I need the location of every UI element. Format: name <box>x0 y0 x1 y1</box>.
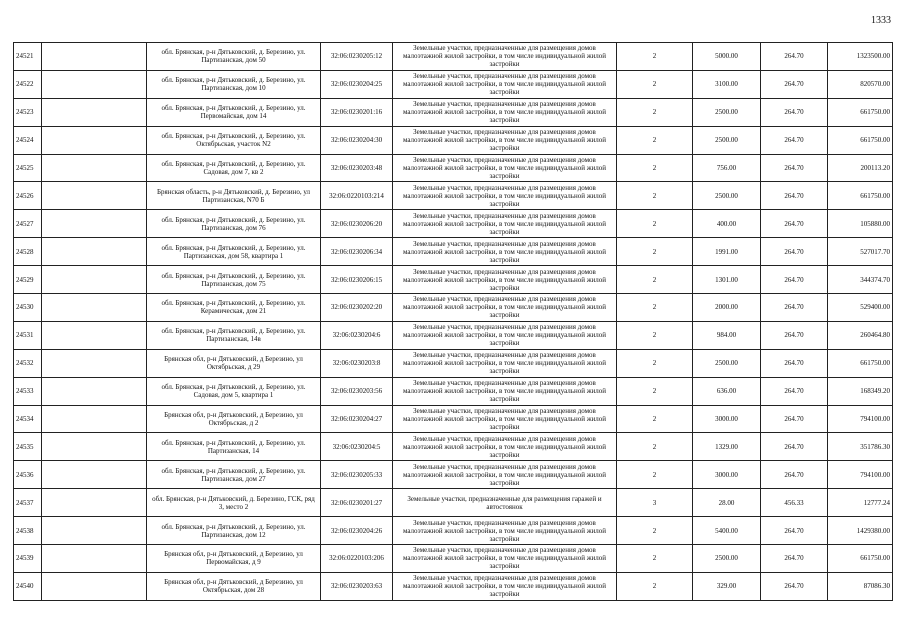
table-row <box>14 572 893 600</box>
row-number-cell: 24540 <box>14 572 42 600</box>
address-cell: Брянская обл, р-н Дятьковский, д Березино, ул Октябрьская, д 2 <box>147 405 321 433</box>
permitted-use-cell: Земельные участки, предназначенные для размещения домов малоэтажной жилой застройки, в том числе индивидуальной жилой застройки <box>393 182 617 210</box>
empty-cell <box>42 43 147 71</box>
empty-cell <box>42 377 147 405</box>
category-cell: 2 <box>617 461 693 489</box>
cadastral-value-cell: 820570.00 <box>828 70 893 98</box>
cadastral-value-cell: 168349.20 <box>828 377 893 405</box>
category-cell: 2 <box>617 43 693 71</box>
area-cell: 28.00 <box>693 489 761 517</box>
address-cell: обл. Брянская, р-н Дятьковский, д. Березино, ул. Партизанская, дом 27 <box>147 461 321 489</box>
cadastral-value-cell: 87086.30 <box>828 572 893 600</box>
table-row <box>14 517 893 545</box>
area-cell: 1329.00 <box>693 433 761 461</box>
area-cell: 2500.00 <box>693 349 761 377</box>
category-cell: 2 <box>617 321 693 349</box>
rate-cell: 264.70 <box>761 572 828 600</box>
row-number-cell: 24531 <box>14 321 42 349</box>
table-row <box>14 377 893 405</box>
category-cell: 3 <box>617 489 693 517</box>
permitted-use-cell: Земельные участки, предназначенные для размещения домов малоэтажной жилой застройки, в том числе индивидуальной жилой застройки <box>393 349 617 377</box>
category-cell: 2 <box>617 377 693 405</box>
area-cell: 756.00 <box>693 154 761 182</box>
table-row <box>14 545 893 573</box>
table-row <box>14 182 893 210</box>
rate-cell: 264.70 <box>761 517 828 545</box>
permitted-use-cell: Земельные участки, предназначенные для размещения домов малоэтажной жилой застройки, в том числе индивидуальной жилой застройки <box>393 266 617 294</box>
cadastral-number-cell: 32:06:0230205:12 <box>321 43 393 71</box>
permitted-use-cell: Земельные участки, предназначенные для размещения домов малоэтажной жилой застройки, в том числе индивидуальной жилой застройки <box>393 238 617 266</box>
empty-cell <box>42 210 147 238</box>
category-cell: 2 <box>617 517 693 545</box>
address-cell: обл. Брянская, р-н Дятьковский, д. Березино, ул. Партизанская, дом 10 <box>147 70 321 98</box>
address-cell: обл. Брянская, р-н Дятьковский, д. Березино, ул. Партизанская, дом 76 <box>147 210 321 238</box>
area-cell: 2500.00 <box>693 98 761 126</box>
cadastral-value-cell: 661750.00 <box>828 182 893 210</box>
cadastral-value-cell: 661750.00 <box>828 545 893 573</box>
table-row <box>14 349 893 377</box>
cadastral-number-cell: 32:06:0220103:214 <box>321 182 393 210</box>
row-number-cell: 24538 <box>14 517 42 545</box>
area-cell: 1301.00 <box>693 266 761 294</box>
rate-cell: 264.70 <box>761 349 828 377</box>
permitted-use-cell: Земельные участки, предназначенные для размещения домов малоэтажной жилой застройки, в том числе индивидуальной жилой застройки <box>393 98 617 126</box>
rate-cell: 264.70 <box>761 182 828 210</box>
cadastral-number-cell: 32:06:0230201:27 <box>321 489 393 517</box>
cadastral-number-cell: 32:06:0230204:27 <box>321 405 393 433</box>
permitted-use-cell: Земельные участки, предназначенные для размещения домов малоэтажной жилой застройки, в том числе индивидуальной жилой застройки <box>393 321 617 349</box>
area-cell: 2000.00 <box>693 294 761 322</box>
row-number-cell: 24527 <box>14 210 42 238</box>
cadastral-value-cell: 105880.00 <box>828 210 893 238</box>
area-cell: 2500.00 <box>693 126 761 154</box>
permitted-use-cell: Земельные участки, предназначенные для размещения домов малоэтажной жилой застройки, в том числе индивидуальной жилой застройки <box>393 210 617 238</box>
address-cell: обл. Брянская, р-н Дятьковский, д. Березино, ул. Садовая, дом 7, кв 2 <box>147 154 321 182</box>
category-cell: 2 <box>617 98 693 126</box>
row-number-cell: 24521 <box>14 43 42 71</box>
empty-cell <box>42 238 147 266</box>
cadastral-number-cell: 32:06:0230203:56 <box>321 377 393 405</box>
area-cell: 636.00 <box>693 377 761 405</box>
rate-cell: 264.70 <box>761 238 828 266</box>
permitted-use-cell: Земельные участки, предназначенные для размещения домов малоэтажной жилой застройки, в том числе индивидуальной жилой застройки <box>393 405 617 433</box>
empty-cell <box>42 126 147 154</box>
cadastral-value-cell: 344374.70 <box>828 266 893 294</box>
category-cell: 2 <box>617 572 693 600</box>
row-number-cell: 24528 <box>14 238 42 266</box>
permitted-use-cell: Земельные участки, предназначенные для размещения гаражей и автостоянок <box>393 489 617 517</box>
table-row <box>14 266 893 294</box>
address-cell: Брянская область, р-н Дятьковский, д. Березино, ул Партизанская, N70 Б <box>147 182 321 210</box>
table-row <box>14 238 893 266</box>
empty-cell <box>42 545 147 573</box>
address-cell: обл. Брянская, р-н Дятьковский, д. Березино, ул. Первомайская, дом 14 <box>147 98 321 126</box>
cadastral-value-cell: 661750.00 <box>828 98 893 126</box>
cadastral-value-cell: 794100.00 <box>828 461 893 489</box>
cadastral-value-cell: 529400.00 <box>828 294 893 322</box>
table-row <box>14 294 893 322</box>
permitted-use-cell: Земельные участки, предназначенные для размещения домов малоэтажной жилой застройки, в том числе индивидуальной жилой застройки <box>393 154 617 182</box>
address-cell: обл. Брянская, р-н Дятьковский, д. Березино, ул. Партизанская, 14в <box>147 321 321 349</box>
cadastral-number-cell: 32:06:0220103:206 <box>321 545 393 573</box>
empty-cell <box>42 517 147 545</box>
table-row <box>14 405 893 433</box>
table-row <box>14 98 893 126</box>
empty-cell <box>42 98 147 126</box>
cadastral-value-cell: 527017.70 <box>828 238 893 266</box>
table-row <box>14 154 893 182</box>
row-number-cell: 24539 <box>14 545 42 573</box>
address-cell: обл. Брянская, р-н Дятьковский, д. Березино, ул. Партизанская, дом 50 <box>147 43 321 71</box>
category-cell: 2 <box>617 349 693 377</box>
row-number-cell: 24523 <box>14 98 42 126</box>
cadastral-number-cell: 32:06:0230204:25 <box>321 70 393 98</box>
category-cell: 2 <box>617 126 693 154</box>
address-cell: Брянская обл, р-н Дятьковский, д Березино, ул Первомайская, д 9 <box>147 545 321 573</box>
address-cell: Брянская обл, р-н Дятьковский, д Березино, ул Октябрьская, дом 28 <box>147 572 321 600</box>
empty-cell <box>42 489 147 517</box>
category-cell: 2 <box>617 70 693 98</box>
rate-cell: 264.70 <box>761 461 828 489</box>
rate-cell: 264.70 <box>761 154 828 182</box>
cadastral-number-cell: 32:06:0230205:33 <box>321 461 393 489</box>
category-cell: 2 <box>617 294 693 322</box>
cadastral-value-cell: 351786.30 <box>828 433 893 461</box>
row-number-cell: 24529 <box>14 266 42 294</box>
area-cell: 5400.00 <box>693 517 761 545</box>
cadastral-value-cell: 260464.80 <box>828 321 893 349</box>
category-cell: 2 <box>617 182 693 210</box>
table-row <box>14 433 893 461</box>
cadastral-value-cell: 200113.20 <box>828 154 893 182</box>
category-cell: 2 <box>617 210 693 238</box>
table-row <box>14 70 893 98</box>
empty-cell <box>42 182 147 210</box>
row-number-cell: 24526 <box>14 182 42 210</box>
address-cell: обл. Брянская, р-н Дятьковский, д. Березино, ул. Партизанская, 14 <box>147 433 321 461</box>
permitted-use-cell: Земельные участки, предназначенные для размещения домов малоэтажной жилой застройки, в том числе индивидуальной жилой застройки <box>393 461 617 489</box>
permitted-use-cell: Земельные участки, предназначенные для размещения домов малоэтажной жилой застройки, в том числе индивидуальной жилой застройки <box>393 43 617 71</box>
cadastral-number-cell: 32:06:0230206:34 <box>321 238 393 266</box>
category-cell: 2 <box>617 545 693 573</box>
table-row <box>14 126 893 154</box>
rate-cell: 264.70 <box>761 210 828 238</box>
address-cell: обл. Брянская, р-н Дятьковский, д. Березино, ул. Партизанская, дом 58, квартира 1 <box>147 238 321 266</box>
rate-cell: 264.70 <box>761 405 828 433</box>
rate-cell: 264.70 <box>761 43 828 71</box>
empty-cell <box>42 321 147 349</box>
cadastral-value-cell: 1429380.00 <box>828 517 893 545</box>
permitted-use-cell: Земельные участки, предназначенные для размещения домов малоэтажной жилой застройки, в том числе индивидуальной жилой застройки <box>393 433 617 461</box>
cadastral-number-cell: 32:06:0230203:8 <box>321 349 393 377</box>
address-cell: обл. Брянская, р-н Дятьковский, д. Березино, ул. Октябрьская, участок N2 <box>147 126 321 154</box>
permitted-use-cell: Земельные участки, предназначенные для размещения домов малоэтажной жилой застройки, в том числе индивидуальной жилой застройки <box>393 294 617 322</box>
rate-cell: 264.70 <box>761 321 828 349</box>
empty-cell <box>42 461 147 489</box>
rate-cell: 264.70 <box>761 70 828 98</box>
empty-cell <box>42 266 147 294</box>
page-number: 1333 <box>871 15 891 26</box>
rate-cell: 264.70 <box>761 98 828 126</box>
address-cell: обл. Брянская, р-н Дятьковский, д. Березино, ул. Партизанская, дом 12 <box>147 517 321 545</box>
row-number-cell: 24536 <box>14 461 42 489</box>
row-number-cell: 24533 <box>14 377 42 405</box>
rate-cell: 264.70 <box>761 126 828 154</box>
cadastral-number-cell: 32:06:0230206:15 <box>321 266 393 294</box>
permitted-use-cell: Земельные участки, предназначенные для размещения домов малоэтажной жилой застройки, в том числе индивидуальной жилой застройки <box>393 70 617 98</box>
rate-cell: 456.33 <box>761 489 828 517</box>
cadastral-number-cell: 32:06:0230203:48 <box>321 154 393 182</box>
empty-cell <box>42 294 147 322</box>
cadastral-number-cell: 32:06:0230202:20 <box>321 294 393 322</box>
empty-cell <box>42 154 147 182</box>
row-number-cell: 24534 <box>14 405 42 433</box>
row-number-cell: 24530 <box>14 294 42 322</box>
empty-cell <box>42 70 147 98</box>
rate-cell: 264.70 <box>761 266 828 294</box>
cadastral-value-cell: 661750.00 <box>828 126 893 154</box>
row-number-cell: 24525 <box>14 154 42 182</box>
table-row <box>14 489 893 517</box>
area-cell: 984.00 <box>693 321 761 349</box>
empty-cell <box>42 572 147 600</box>
permitted-use-cell: Земельные участки, предназначенные для размещения домов малоэтажной жилой застройки, в том числе индивидуальной жилой застройки <box>393 517 617 545</box>
row-number-cell: 24532 <box>14 349 42 377</box>
empty-cell <box>42 349 147 377</box>
rate-cell: 264.70 <box>761 433 828 461</box>
empty-cell <box>42 433 147 461</box>
area-cell: 329.00 <box>693 572 761 600</box>
category-cell: 2 <box>617 405 693 433</box>
category-cell: 2 <box>617 238 693 266</box>
category-cell: 2 <box>617 266 693 294</box>
category-cell: 2 <box>617 433 693 461</box>
area-cell: 2500.00 <box>693 545 761 573</box>
row-number-cell: 24535 <box>14 433 42 461</box>
cadastral-value-cell: 794100.00 <box>828 405 893 433</box>
area-cell: 3100.00 <box>693 70 761 98</box>
permitted-use-cell: Земельные участки, предназначенные для размещения домов малоэтажной жилой застройки, в том числе индивидуальной жилой застройки <box>393 572 617 600</box>
cadastral-number-cell: 32:06:0230203:63 <box>321 572 393 600</box>
permitted-use-cell: Земельные участки, предназначенные для размещения домов малоэтажной жилой застройки, в том числе индивидуальной жилой застройки <box>393 377 617 405</box>
cadastral-value-cell: 12777.24 <box>828 489 893 517</box>
address-cell: Брянская обл, р-н Дятьковский, д Березино, ул Октябрьская, д 29 <box>147 349 321 377</box>
row-number-cell: 24522 <box>14 70 42 98</box>
permitted-use-cell: Земельные участки, предназначенные для размещения домов малоэтажной жилой застройки, в том числе индивидуальной жилой застройки <box>393 126 617 154</box>
cadastral-value-table <box>13 42 893 601</box>
address-cell: обл. Брянская, р-н Дятьковский, д. Березино, ул. Садовая, дом 5, квартира 1 <box>147 377 321 405</box>
row-number-cell: 24524 <box>14 126 42 154</box>
permitted-use-cell: Земельные участки, предназначенные для размещения домов малоэтажной жилой застройки, в том числе индивидуальной жилой застройки <box>393 545 617 573</box>
table-row <box>14 43 893 71</box>
table-row <box>14 321 893 349</box>
table-body <box>14 43 893 601</box>
cadastral-value-cell: 661750.00 <box>828 349 893 377</box>
cadastral-number-cell: 32:06:0230204:26 <box>321 517 393 545</box>
area-cell: 3000.00 <box>693 461 761 489</box>
cadastral-number-cell: 32:06:0230204:6 <box>321 321 393 349</box>
rate-cell: 264.70 <box>761 294 828 322</box>
area-cell: 400.00 <box>693 210 761 238</box>
address-cell: обл. Брянская, р-н Дятьковский, д. Березино, ГСК, ряд 3, место 2 <box>147 489 321 517</box>
area-cell: 1991.00 <box>693 238 761 266</box>
area-cell: 2500.00 <box>693 182 761 210</box>
address-cell: обл. Брянская, р-н Дятьковский, д. Березино, ул. Керамическая, дом 21 <box>147 294 321 322</box>
cadastral-number-cell: 32:06:0230206:20 <box>321 210 393 238</box>
table-row <box>14 210 893 238</box>
rate-cell: 264.70 <box>761 545 828 573</box>
category-cell: 2 <box>617 154 693 182</box>
cadastral-number-cell: 32:06:0230201:16 <box>321 98 393 126</box>
address-cell: обл. Брянская, р-н Дятьковский, д. Березино, ул. Партизанская, дом 75 <box>147 266 321 294</box>
rate-cell: 264.70 <box>761 377 828 405</box>
table-row <box>14 461 893 489</box>
empty-cell <box>42 405 147 433</box>
cadastral-number-cell: 32:06:0230204:5 <box>321 433 393 461</box>
area-cell: 5000.00 <box>693 43 761 71</box>
area-cell: 3000.00 <box>693 405 761 433</box>
cadastral-number-cell: 32:06:0230204:30 <box>321 126 393 154</box>
row-number-cell: 24537 <box>14 489 42 517</box>
cadastral-value-cell: 1323500.00 <box>828 43 893 71</box>
